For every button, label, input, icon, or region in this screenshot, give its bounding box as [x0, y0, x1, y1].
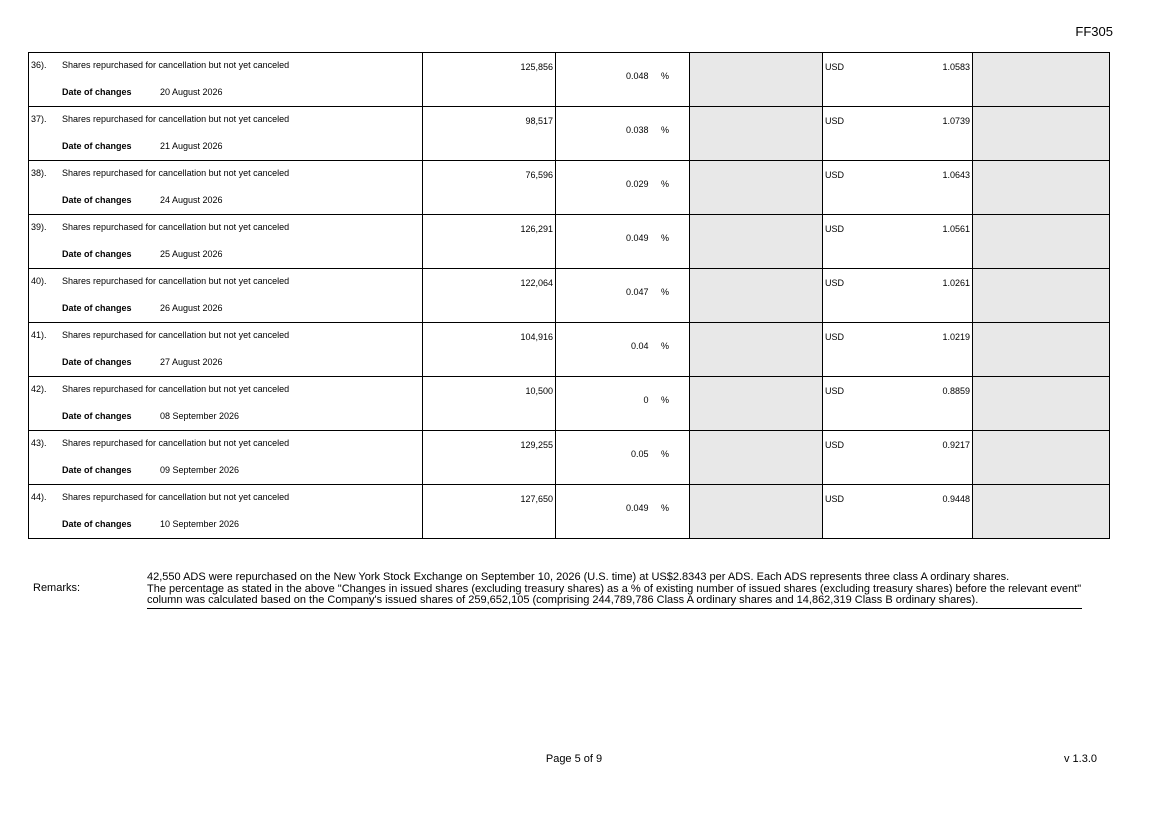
shares-cell: [423, 485, 556, 539]
price-cell: [823, 269, 973, 323]
percent-sign: %: [660, 71, 669, 81]
price-value: 0.8859: [942, 386, 970, 396]
entry-number: 40).: [31, 276, 47, 286]
shaded-cell: [690, 107, 823, 161]
shaded-cell: [973, 161, 1110, 215]
shaded-cell: [973, 107, 1110, 161]
currency-label: USD: [825, 62, 845, 72]
date-cell: [29, 187, 423, 215]
description-cell: [29, 107, 423, 134]
shares-value: 10,500: [525, 386, 553, 396]
shaded-cell: [973, 485, 1110, 539]
entry-description: Shares repurchased for cancellation but not yet canceled: [62, 168, 290, 178]
price-cell: [823, 431, 973, 485]
date-cell: [29, 403, 423, 431]
entry-number: 44).: [31, 492, 47, 502]
date-value: 20 August 2026: [160, 87, 223, 97]
stray-dot: .: [271, 49, 273, 55]
currency-label: USD: [825, 332, 845, 342]
table-row: [29, 269, 1110, 296]
percent-value: 0.047: [625, 287, 649, 297]
remarks-label: Remarks:: [33, 582, 81, 594]
remarks-text: [147, 572, 1082, 609]
version-label: v 1.3.0: [1063, 753, 1097, 765]
price-cell: [823, 53, 973, 107]
date-label: Date of changes: [62, 357, 132, 367]
description-cell: [29, 215, 423, 242]
date-cell: [29, 241, 423, 269]
shares-value: 127,650: [520, 494, 553, 504]
date-value: 08 September 2026: [160, 411, 240, 421]
shaded-cell: [690, 485, 823, 539]
entry-number: 36).: [31, 60, 47, 70]
price-cell: [823, 485, 973, 539]
date-cell: [29, 295, 423, 323]
percent-cell: [556, 431, 690, 485]
percent-cell: [556, 485, 690, 539]
shares-cell: [423, 323, 556, 377]
date-label: Date of changes: [62, 465, 132, 475]
shaded-cell: [690, 431, 823, 485]
date-cell: [29, 511, 423, 539]
price-cell: [823, 107, 973, 161]
table-row: [29, 107, 1110, 134]
shares-cell: [423, 377, 556, 431]
table-row: [29, 323, 1110, 350]
date-cell: [29, 79, 423, 107]
price-cell: [823, 215, 973, 269]
percent-sign: %: [660, 233, 669, 243]
currency-label: USD: [825, 170, 845, 180]
share-changes-table: [28, 52, 1110, 539]
currency-label: USD: [825, 278, 845, 288]
currency-label: USD: [825, 224, 845, 234]
shares-value: 122,064: [520, 278, 553, 288]
entry-number: 37).: [31, 114, 47, 124]
percent-value: 0.049: [625, 233, 649, 243]
shares-cell: [423, 161, 556, 215]
date-value: 10 September 2026: [160, 519, 240, 529]
description-cell: [29, 377, 423, 404]
currency-label: USD: [825, 116, 845, 126]
date-value: 24 August 2026: [160, 195, 223, 205]
entry-description: Shares repurchased for cancellation but not yet canceled: [62, 330, 290, 340]
shares-cell: [423, 431, 556, 485]
shaded-cell: [973, 377, 1110, 431]
date-value: 25 August 2026: [160, 249, 223, 259]
table-row: [29, 161, 1110, 188]
shaded-cell: [973, 323, 1110, 377]
percent-cell: [556, 323, 690, 377]
form-code: FF305: [1075, 24, 1113, 39]
shares-value: 104,916: [520, 332, 553, 342]
remarks-paragraph: 42,550 ADS were repurchased on the New York Stock Exchange on September 10, 2026 (U.S. time) at US$2.8343 per ADS. Each ADS represents three class A ordinary shares.: [147, 571, 1010, 583]
price-cell: [823, 377, 973, 431]
percent-value: 0.029: [625, 179, 649, 189]
percent-sign: %: [660, 395, 669, 405]
date-value: 27 August 2026: [160, 357, 223, 367]
percent-value: 0.04: [630, 341, 649, 351]
shaded-cell: [690, 161, 823, 215]
entry-description: Shares repurchased for cancellation but not yet canceled: [62, 492, 290, 502]
description-cell: [29, 53, 423, 80]
shaded-cell: [690, 269, 823, 323]
currency-label: USD: [825, 494, 845, 504]
shares-value: 126,291: [520, 224, 553, 234]
percent-sign: %: [660, 503, 669, 513]
shaded-cell: [690, 377, 823, 431]
entry-description: Shares repurchased for cancellation but not yet canceled: [62, 438, 290, 448]
percent-sign: %: [660, 449, 669, 459]
percent-cell: [556, 269, 690, 323]
date-label: Date of changes: [62, 519, 132, 529]
entry-description: Shares repurchased for cancellation but not yet canceled: [62, 114, 290, 124]
entry-description: Shares repurchased for cancellation but not yet canceled: [62, 384, 290, 394]
percent-sign: %: [660, 125, 669, 135]
price-value: 1.0583: [942, 62, 970, 72]
date-cell: [29, 457, 423, 485]
price-value: 1.0739: [942, 116, 970, 126]
shaded-cell: [690, 323, 823, 377]
date-value: 09 September 2026: [160, 465, 240, 475]
description-cell: [29, 485, 423, 512]
description-cell: [29, 161, 423, 188]
percent-cell: [556, 215, 690, 269]
shaded-cell: [973, 269, 1110, 323]
description-cell: [29, 323, 423, 350]
price-value: 1.0643: [942, 170, 970, 180]
description-cell: [29, 269, 423, 296]
price-value: 0.9448: [942, 494, 970, 504]
shares-value: 125,856: [520, 62, 553, 72]
entry-description: Shares repurchased for cancellation but not yet canceled: [62, 276, 290, 286]
percent-value: 0.048: [625, 71, 649, 81]
price-cell: [823, 323, 973, 377]
table-row: [29, 215, 1110, 242]
currency-label: USD: [825, 440, 845, 450]
date-label: Date of changes: [62, 303, 132, 313]
entry-number: 41).: [31, 330, 47, 340]
date-value: 21 August 2026: [160, 141, 223, 151]
date-label: Date of changes: [62, 195, 132, 205]
shares-value: 129,255: [520, 440, 553, 450]
entry-number: 42).: [31, 384, 47, 394]
percent-value: 0.038: [625, 125, 649, 135]
date-cell: [29, 349, 423, 377]
price-value: 1.0261: [942, 278, 970, 288]
remarks-paragraph: The percentage as stated in the above "Changes in issued shares (excluding treasury shares) as a % of existing number of issued shares (excluding treasury shares) before the relevant event" column was calculated based on the Company's issued shares of 259,652,105 (comprising 244,789,786 Class A ordinary shares and 14,862,319 Class B ordinary shares).: [147, 582, 1082, 606]
percent-value: 0: [643, 395, 649, 405]
shares-cell: [423, 53, 556, 107]
shares-cell: [423, 269, 556, 323]
table-row: [29, 377, 1110, 404]
shares-cell: [423, 215, 556, 269]
date-label: Date of changes: [62, 87, 132, 97]
date-label: Date of changes: [62, 249, 132, 259]
shares-value: 76,596: [525, 170, 553, 180]
table-row: [29, 53, 1110, 80]
entry-description: Shares repurchased for cancellation but not yet canceled: [62, 222, 290, 232]
shaded-cell: [973, 431, 1110, 485]
price-value: 1.0219: [942, 332, 970, 342]
percent-cell: [556, 377, 690, 431]
entry-number: 39).: [31, 222, 47, 232]
shaded-cell: [690, 53, 823, 107]
page-number: Page 5 of 9: [545, 753, 603, 765]
date-value: 26 August 2026: [160, 303, 223, 313]
percent-sign: %: [660, 287, 669, 297]
entry-number: 38).: [31, 168, 47, 178]
percent-cell: [556, 107, 690, 161]
entry-number: 43).: [31, 438, 47, 448]
price-value: 0.9217: [942, 440, 970, 450]
date-label: Date of changes: [62, 411, 132, 421]
price-value: 1.0561: [942, 224, 970, 234]
currency-label: USD: [825, 386, 845, 396]
date-label: Date of changes: [62, 141, 132, 151]
percent-cell: [556, 53, 690, 107]
percent-sign: %: [660, 179, 669, 189]
shaded-cell: [690, 215, 823, 269]
shaded-cell: [973, 215, 1110, 269]
shares-value: 98,517: [525, 116, 553, 126]
entry-description: Shares repurchased for cancellation but not yet canceled: [62, 60, 290, 70]
table-row: [29, 431, 1110, 458]
price-cell: [823, 161, 973, 215]
percent-value: 0.049: [625, 503, 649, 513]
date-cell: [29, 133, 423, 161]
percent-value: 0.05: [630, 449, 649, 459]
percent-sign: %: [660, 341, 669, 351]
table-row: [29, 485, 1110, 512]
shares-cell: [423, 107, 556, 161]
description-cell: [29, 431, 423, 458]
shaded-cell: [973, 53, 1110, 107]
percent-cell: [556, 161, 690, 215]
